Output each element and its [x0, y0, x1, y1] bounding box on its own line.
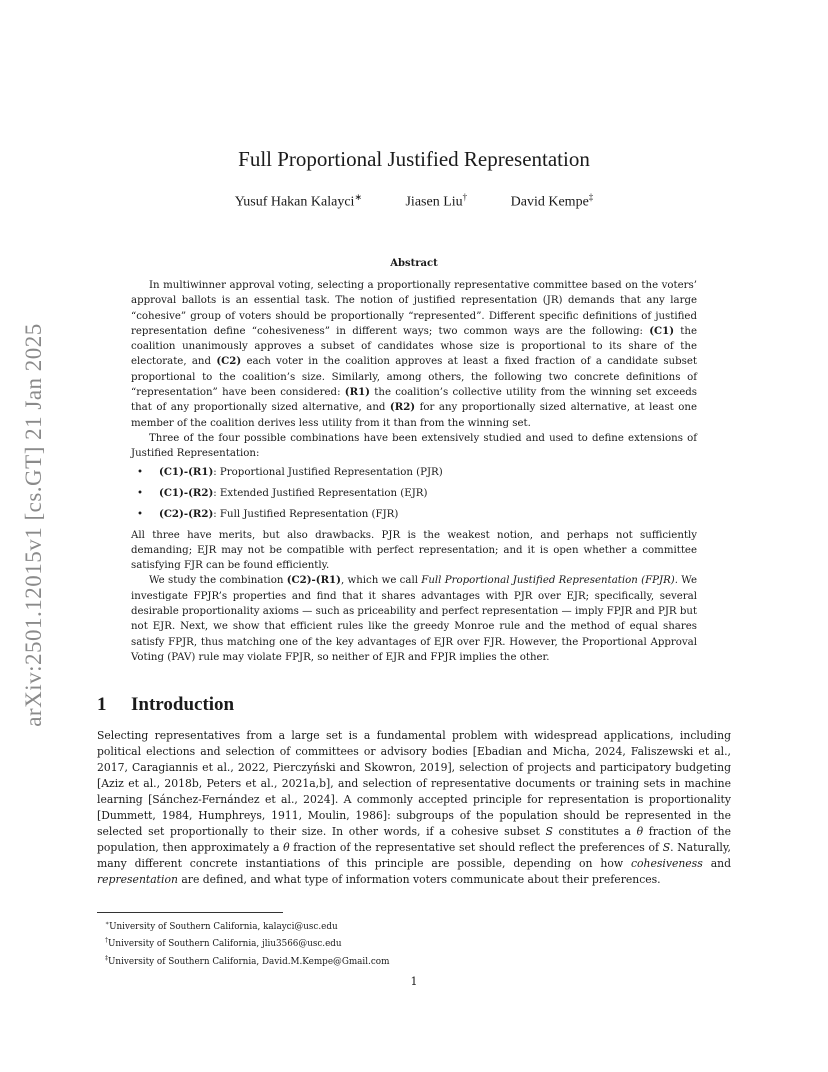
combination-list: [131, 465, 697, 522]
list-item: • (C1)-(R1): Proportional Justified Representation (PJR): [137, 465, 443, 478]
section-title: Introduction: [131, 694, 235, 715]
abstract-paragraph: We study the combination (C2)-(R1), which we call Full Proportional Justified Representation (FPJR). We investigate FPJR’s properties and find that it shares advantages with PJR over EJR; specifically, several desirable proportionality axioms — such as priceability and perfect representation — imply FPJR and PJR but not EJR. Next, we show that efficient rules like the greedy Monroe rule and the method of equal shares satisfy FPJR, thus matching one of the key advantages of EJR over FJR. However, the Proportional Approval Voting (PAV) rule may violate FPJR, so neither of EJR and FPJR implies the other.: [131, 574, 697, 663]
footnote: ∗University of Southern California, kalayci@usc.edu: [105, 920, 338, 932]
footnote: ‡University of Southern California, David.M.Kempe@Gmail.com: [105, 954, 390, 967]
footnote: †University of Southern California, jliu3566@usc.edu: [105, 937, 342, 950]
paper-title: Full Proportional Justified Representation: [238, 147, 590, 171]
abstract-heading: Abstract: [390, 258, 438, 269]
author-list: [0, 192, 828, 211]
section-heading: [97, 694, 234, 716]
arxiv-sidebar-stamp: [21, 290, 47, 760]
arxiv-identifier: arXiv:2501.12015v1 [cs.GT] 21 Jan 2025: [21, 323, 46, 727]
footnote-divider: [97, 912, 283, 913]
list-item: • (C2)-(R2): Full Justified Representation (FJR): [137, 507, 399, 520]
footnotes: [105, 917, 389, 969]
section-number: 1: [97, 694, 107, 715]
abstract-paragraph: Three of the four possible combinations have been extensively studied and used to define extensions of Justified Representation:: [131, 432, 697, 460]
page-number: 1: [410, 975, 418, 988]
abstract-paragraph: In multiwinner approval voting, selecting a proportionally representative committee based on the voters’ approval ballots is an essential task. The notion of justified representation (JR) demands that any large “cohesive” group of voters should be proportionally “represented”. Different specific definitions of justified representation define “cohesiveness” in different ways; two common ways are the following: (C1) the coalition unanimously approves a subset of candidates whose size is proportional to its share of the electorate, and (C2) each voter in the coalition approves at least a fixed fraction of a candidate subset proportional to the coalition’s size. Similarly, among others, the following two concrete definitions of “representation” have been considered: (R1) the coalition’s collective utility from the winning set exceeds that of any proportionally sized alternative, and (R2) for any proportionally sized alternative, at least one member of the coalition derives less utility from it than from the winning set.: [131, 280, 697, 429]
author: Yusuf Hakan Kalayci∗: [234, 192, 362, 210]
intro-paragraph: Selecting representatives from a large set is a fundamental problem with widespread applications, including political elections and selection of committees or advisory bodies [Ebadian and Micha, 2024, Faliszewski et al., 2017, Caragiannis et al., 2022, Pierczyński and Skowron, 2019], selection of projects and participatory budgeting [Aziz et al., 2018b, Peters et al., 2021a,b], and selection of representative documents or training sets in machine learning [Sánchez-Fernández et al., 2024]. A commonly accepted principle for representation is proportionality [Dummett, 1984, Humphreys, 1911, Moulin, 1986]: subgroups of the population should be represented in the selected set proportionally to their size. In other words, if a cohesive subset S constitutes a θ fraction of the population, then approximately a θ fraction of the representative set should reflect the preferences of S. Naturally, many different concrete instantiations of this principle are possible, depending on how cohesiveness and representation are defined, and what type of information voters communicate about their preferences.: [97, 729, 731, 886]
abstract-body: [131, 278, 697, 665]
author: Jiasen Liu†: [405, 192, 468, 210]
abstract-paragraph: All three have merits, but also drawbacks. PJR is the weakest notion, and perhaps not sufficiently demanding; EJR may not be compatible with perfect representation; and it is open whether a committee satisfying FJR can be found efficiently.: [131, 529, 697, 572]
author: David Kempe‡: [510, 192, 594, 210]
introduction-body: [97, 728, 731, 888]
list-item: • (C1)-(R2): Extended Justified Representation (EJR): [137, 486, 428, 499]
